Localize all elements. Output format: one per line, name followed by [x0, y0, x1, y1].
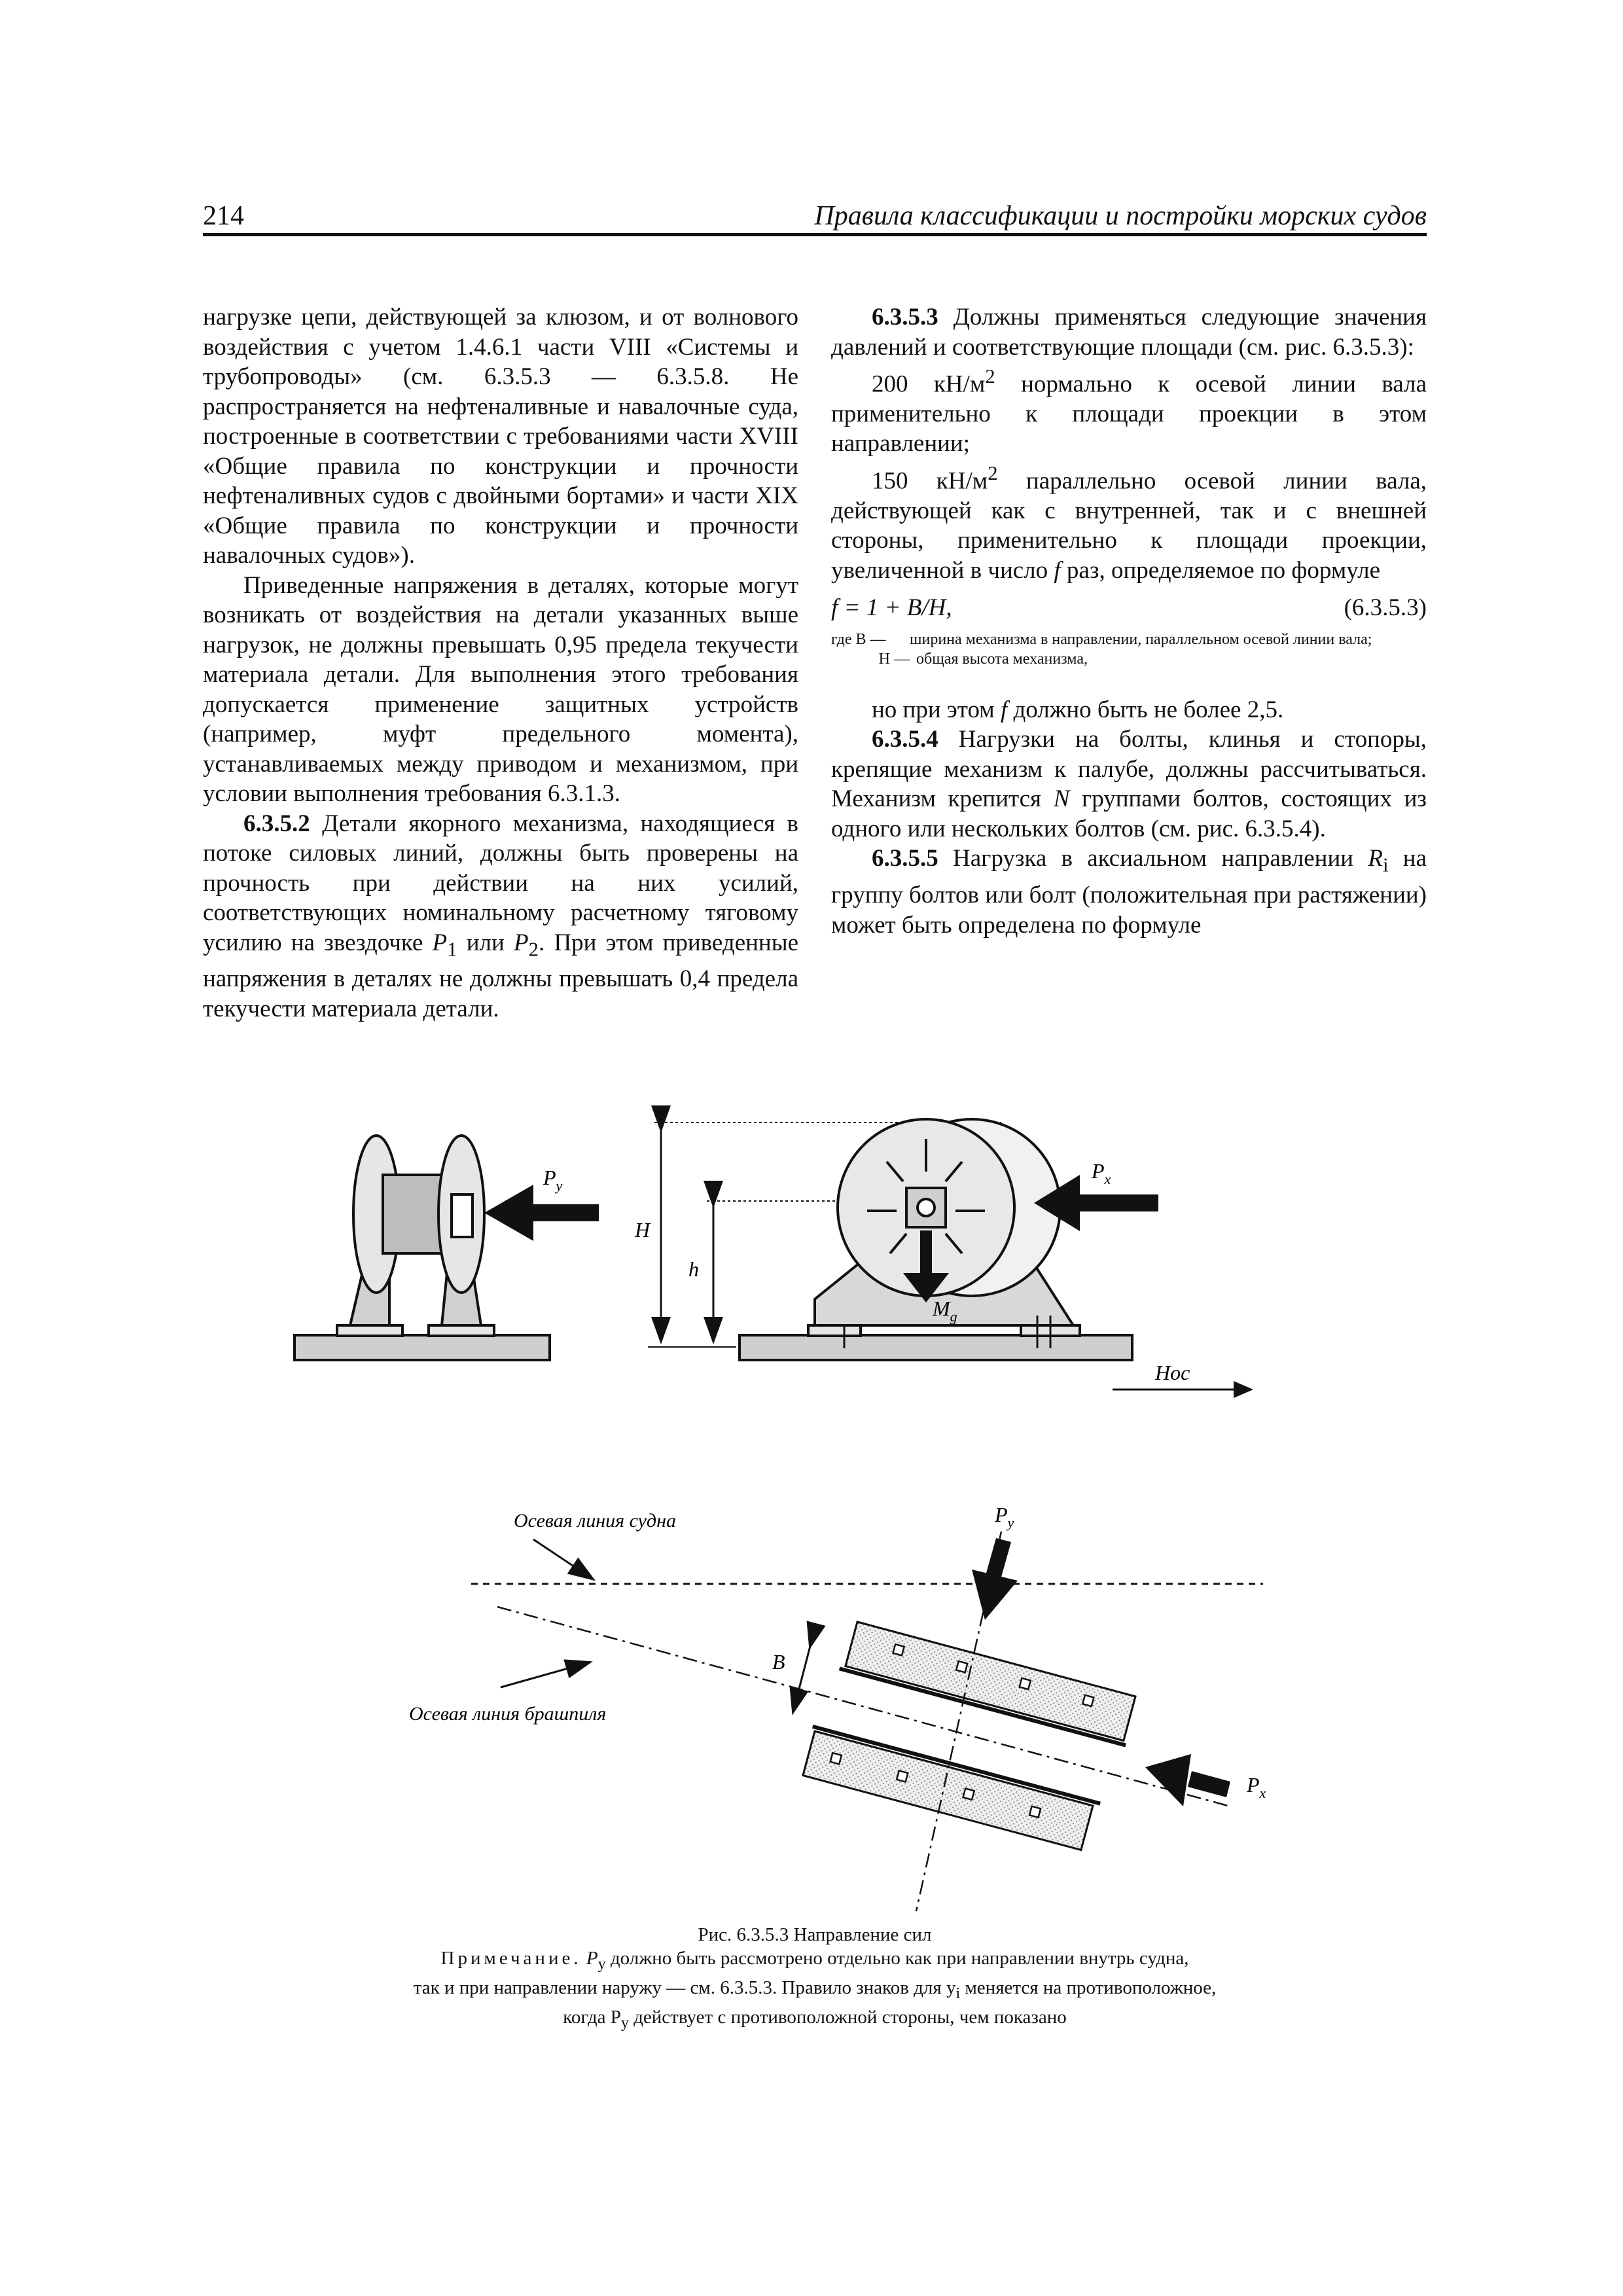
label-B: B: [772, 1650, 785, 1674]
section-number: 6.3.5.4: [872, 726, 938, 753]
section-number: 6.3.5.2: [243, 810, 310, 837]
text-run: . При этом приведенные напряжения в деталях не должны превышать 0,4 предела текучести материала детали.: [203, 929, 798, 1022]
label-H: H: [635, 1218, 651, 1242]
subscript: i: [955, 1984, 961, 2002]
text-run: нормально к осевой линии вала применительно к площади проекции в этом направлении;: [831, 370, 1427, 457]
caption-note-line: [203, 1976, 1427, 2005]
label-ship-axis: Осевая линия судна: [514, 1510, 676, 1532]
value: 150 кН/м: [872, 467, 988, 495]
formula-expression: f = 1 + B/H,: [831, 594, 952, 622]
label-py-side: $P_y$: [543, 1166, 563, 1194]
symbol: f: [1054, 556, 1061, 584]
text-run: параллельно осевой линии вала, действующей как с внутренней, так и с внешней стороны, применительно к площади проекции, увеличенной в число: [831, 467, 1427, 584]
text-run: должно быть рассмотрено отдельно как при направлении внутрь судна,: [605, 1948, 1189, 1969]
caption-note-line: [203, 2005, 1427, 2035]
foundation-plate-lower: [800, 1727, 1100, 1852]
value: 200 кН/м: [872, 370, 986, 398]
legend-text: общая высота механизма,: [916, 650, 1088, 668]
caption-note-line: [203, 1946, 1427, 1976]
superscript: 2: [988, 461, 998, 484]
text-run: группами болтов, состоящих из одного или нескольких болтов (см. рис. 6.3.5.4).: [831, 785, 1427, 842]
foundation-plate-upper: [840, 1621, 1139, 1746]
label-px-plan: $P_x$: [1247, 1773, 1266, 1801]
label-bow: Нос: [1155, 1361, 1190, 1384]
section-number: 6.3.5.5: [872, 845, 938, 872]
subscript: y: [620, 2013, 629, 2032]
label-px-front: $P_x$: [1092, 1159, 1111, 1187]
note-word: Примечание.: [440, 1948, 582, 1969]
running-title: Правила классификации и постройки морских судов: [814, 201, 1427, 231]
legend-key: где B —: [831, 630, 886, 648]
symbol: P: [581, 1948, 598, 1969]
label-mg: $M_g$: [933, 1297, 957, 1325]
subscript: 2: [528, 937, 539, 960]
text-run: раз, определяемое по формуле: [1060, 556, 1381, 584]
caption-title: Рис. 6.3.5.3 Направление сил: [698, 1924, 932, 1945]
symbol: N: [1053, 785, 1070, 813]
formula-number: (6.3.5.3): [1344, 594, 1427, 622]
arrow-py-side: [484, 1185, 599, 1241]
legend-key: H —: [878, 650, 910, 668]
text-run: действует с противоположной стороны, чем показано: [628, 2006, 1067, 2028]
text-run: но при этом: [872, 696, 1001, 723]
label-py-plan: $P_y$: [995, 1503, 1014, 1531]
subscript: 1: [447, 937, 457, 960]
paragraph: нагрузке цепи, действующей за клюзом, и от волнового воздействия с учетом 1.4.6.1 части VIII «Системы и трубопроводы» (см. 6.3.5.3 — 6.3.5.8. Не распространяется на нефтеналивные и навалочные суда, построенные в соответствии с требованиями части XVIII «Общие правила по конструкции и прочности нефтеналивных судов с двойными бортами» и части XIX «Общие правила по конструкции и прочности навалочных судов»).: [203, 304, 798, 569]
page-number: 214: [203, 201, 244, 231]
arrow-py-plan: [972, 1538, 1018, 1620]
text-run: Нагрузки на болты, клинья и стопоры, крепящие механизм к палубе, должны рассчитываться. Механизм крепится: [831, 726, 1427, 813]
dimension-B: [793, 1646, 810, 1712]
text-run: или: [457, 929, 514, 956]
windlass-side-view: [294, 1136, 550, 1360]
text-run: Должны применяться следующие значения давлений и соответствующие площади (см. рис. 6.3.5.3):: [831, 304, 1427, 361]
text-run: на группу болтов или болт (положительная при растяжении) может быть определена по формуле: [831, 845, 1427, 939]
label-h: h: [688, 1257, 699, 1281]
symbol: P: [432, 929, 448, 956]
label-windlass-axis: Осевая линия брашпиля: [409, 1703, 607, 1725]
text-run: должно быть не более 2,5.: [1007, 696, 1284, 723]
text-run: когда P: [563, 2006, 621, 2028]
paragraph: Приведенные напряжения в деталях, которые могут возникать от воздействия на детали указанных выше нагрузок, не должны превышать 0,95 предела текучести материала детали. Для выполнения этого требования допускается применение защитных устройств (например, муфт предельного момента), устанавливаемых между приводом и механизмом, при условии выполнения требования 6.3.1.3.: [203, 571, 798, 807]
symbol: R: [1368, 845, 1383, 872]
text-run: Нагрузка в аксиальном направлении: [938, 845, 1368, 872]
text-run: так и при направлении наружу — см. 6.3.5.3. Правило знаков для y: [413, 1977, 956, 1998]
symbol: P: [513, 929, 529, 956]
text-run: меняется на противоположное,: [960, 1977, 1217, 1998]
windlass-front-view: [740, 1119, 1132, 1360]
arrow-px-plan: [1145, 1754, 1230, 1806]
symbol: f: [1000, 696, 1008, 723]
section-number: 6.3.5.3: [872, 304, 938, 331]
figure-caption: [203, 1923, 1427, 2034]
text-run: Детали якорного механизма, находящиеся в потоке силовых линий, должны быть проверены на прочность при действии на них усилий, соответствующих номинальному расчетному тяговому усилию на звездочке: [203, 810, 798, 956]
legend-text: ширина механизма в направлении, параллельном осевой линии вала;: [910, 630, 1372, 648]
subscript: i: [1382, 853, 1389, 876]
leader-lines: [501, 1539, 592, 1687]
superscript: 2: [985, 365, 995, 387]
subscript: y: [597, 1954, 606, 1973]
